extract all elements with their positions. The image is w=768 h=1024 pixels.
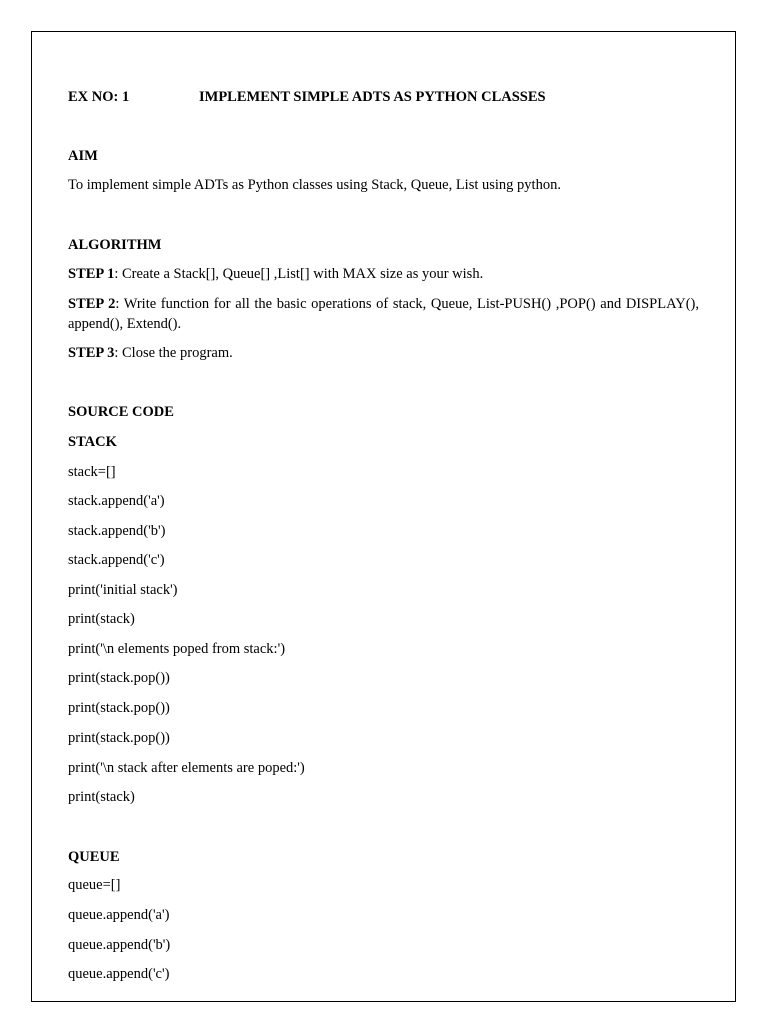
code-line: print(stack) (68, 611, 135, 627)
exercise-number: EX NO: 1 (68, 89, 130, 105)
algorithm-step-2 (68, 294, 699, 334)
code-line: print(stack.pop()) (68, 730, 170, 746)
aim-heading: AIM (68, 148, 98, 164)
step-label: STEP 1 (68, 266, 115, 282)
step-text: : Write function for all the basic operations of stack, Queue, List-PUSH() ,POP() and DISPLAY(), append(), Extend(). (68, 296, 699, 332)
code-line: stack.append('a') (68, 493, 165, 509)
algorithm-step-1 (68, 265, 483, 283)
source-code-heading: SOURCE CODE (68, 404, 174, 420)
queue-heading: QUEUE (68, 849, 120, 865)
stack-heading: STACK (68, 434, 117, 450)
code-line: print('\n stack after elements are poped:') (68, 760, 305, 776)
code-line: stack.append('b') (68, 523, 166, 539)
code-line: print(stack.pop()) (68, 670, 170, 686)
step-text: : Close the program. (114, 345, 233, 361)
code-line: queue.append('a') (68, 907, 170, 923)
code-line: queue.append('c') (68, 966, 170, 982)
code-line: stack=[] (68, 464, 116, 480)
aim-text: To implement simple ADTs as Python classes using Stack, Queue, List using python. (68, 177, 561, 193)
code-line: queue.append('b') (68, 937, 171, 953)
algorithm-step-3 (68, 344, 233, 362)
code-line: queue=[] (68, 877, 121, 893)
code-line: print(stack.pop()) (68, 700, 170, 716)
algorithm-heading: ALGORITHM (68, 237, 162, 253)
code-line: stack.append('c') (68, 552, 165, 568)
page-title: IMPLEMENT SIMPLE ADTS AS PYTHON CLASSES (199, 89, 546, 105)
code-line: print(stack) (68, 789, 135, 805)
step-label: STEP 2 (68, 296, 116, 312)
code-line: print('initial stack') (68, 582, 178, 598)
step-text: : Create a Stack[], Queue[] ,List[] with MAX size as your wish. (114, 266, 484, 282)
code-line: print('\n elements poped from stack:') (68, 641, 286, 657)
step-label: STEP 3 (68, 345, 115, 361)
